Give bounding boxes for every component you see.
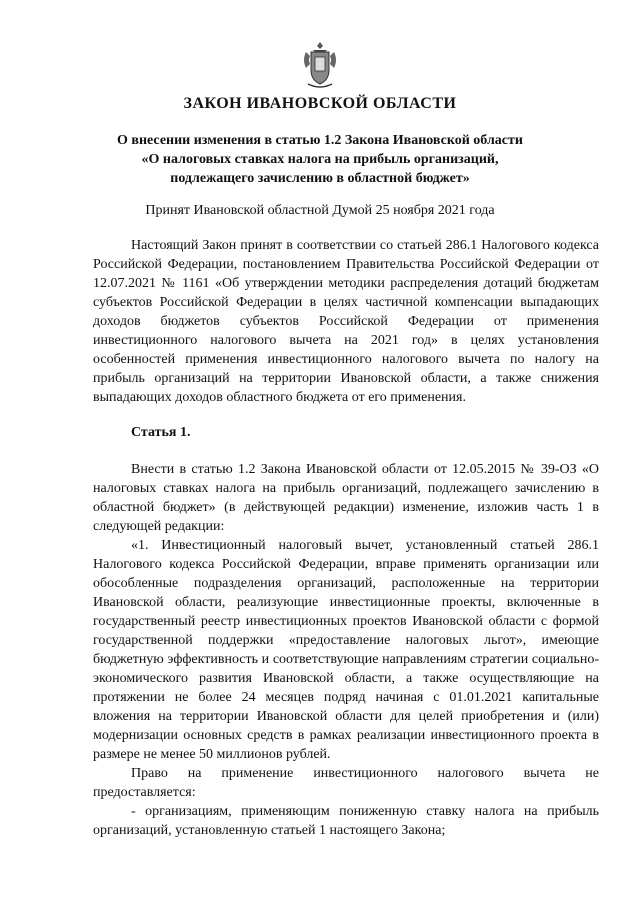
law-subtitle (60, 131, 580, 188)
subtitle-line: О внесении изменения в статью 1.2 Закона Ивановской области (117, 133, 523, 148)
preamble (93, 236, 599, 407)
article-paragraph: Право на применение инвестиционного налогового вычета не предоставляется: (93, 766, 599, 800)
article-paragraph: «1. Инвестиционный налоговый вычет, установленный статьей 286.1 Налогового кодекса Российской Федерации, вправе применять организации или обособленные подразделения организаций, расположенные на территории Ивановской области, реализующие инвестиционные проекты, включенные в государственный реестр инвестиционных проектов Ивановской области с формой государственной поддержки «предоставление налоговых льгот», имеющие бюджетную эффективность и соответствующие направлениям стратегии социально-экономического развития Ивановской области, а также осуществляющие на протяжении не более 24 месяцев подряд начиная с 01.01.2021 капитальные вложения на территории Ивановской области для целей приобретения и (или) модернизации основных средств в рамках реализации инвестиционного проекта в размере не менее 50 миллионов рублей. (93, 538, 599, 762)
article-body (93, 460, 599, 840)
law-title: ЗАКОН ИВАНОВСКОЙ ОБЛАСТИ (183, 95, 457, 112)
article-paragraph: Внести в статью 1.2 Закона Ивановской области от 12.05.2015 № 39-ОЗ «О налоговых ставках налога на прибыль организаций, подлежащего зачислению в областной бюджет» (в действующей редакции) изменение, изложив часть 1 в следующей редакции: (93, 462, 599, 534)
adoption-note: Принят Ивановской областной Думой 25 ноября 2021 года (145, 203, 495, 218)
subtitle-line: подлежащего зачислению в областной бюджет» (170, 171, 470, 186)
article-paragraph: - организациям, применяющим пониженную ставку налога на прибыль организаций, установленную статьей 1 настоящего Закона; (93, 804, 599, 838)
subtitle-line: «О налоговых ставках налога на прибыль организаций, (141, 152, 499, 167)
coat-of-arms-icon (300, 40, 340, 90)
preamble-paragraph: Настоящий Закон принят в соответствии со статьей 286.1 Налогового кодекса Российской Федерации, постановлением Правительства Российской Федерации от 12.07.2021 № 1161 «Об утверждении методики распределения дотаций бюджетам субъектов Российской Федерации в целях частичной компенсации выпадающих доходов бюджетов субъектов Российской Федерации от применения инвестиционного налогового вычета на 2021 год» в целях установления особенностей применения инвестиционного налогового вычета по налогу на прибыль организаций на территории Ивановской области, а также снижения выпадающих доходов областного бюджета от его применения. (93, 238, 599, 405)
article-heading: Статья 1. (131, 425, 191, 440)
